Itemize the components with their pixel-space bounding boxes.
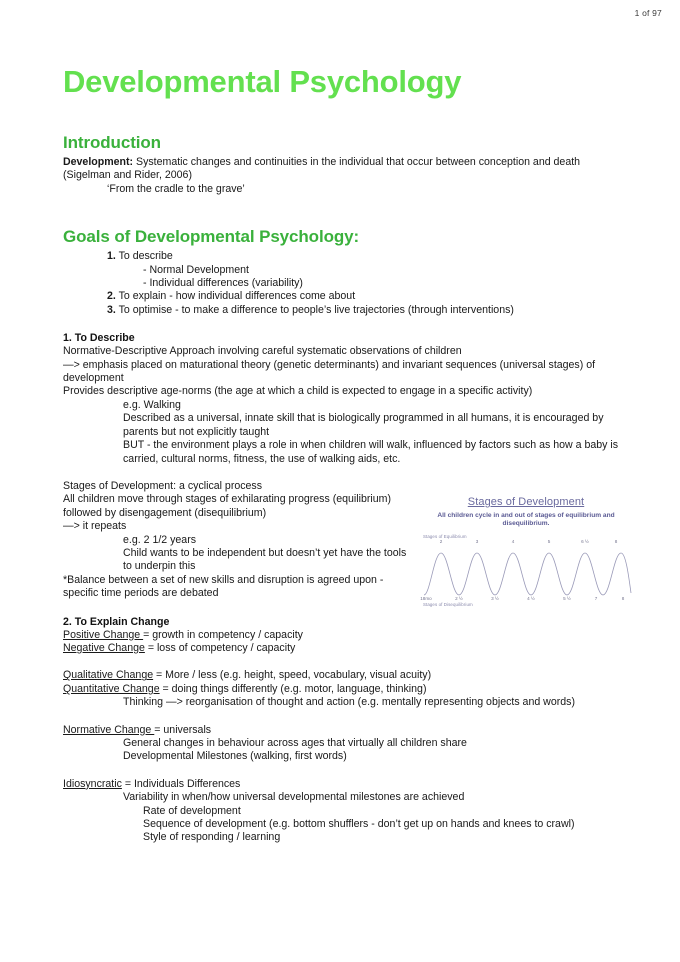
peak-tick-2: 3 [475, 538, 479, 544]
subsection-heading-to-describe: 1. To Describe [63, 332, 135, 345]
spacer [63, 466, 623, 480]
normative-change-line [63, 724, 623, 737]
idiosyncratic-def: = Individuals Differences [121, 777, 241, 790]
goal-number-3: 3. [107, 303, 116, 316]
development-definition [63, 156, 623, 183]
qualitative-change-def: = More / less (e.g. height, speed, vocabulary, visual acuity) [153, 669, 432, 682]
idiosyncratic-bullet-1: Variability in when/how universal developmental milestones are achieved [123, 791, 465, 804]
section-heading-goals: Goals of Developmental Psychology: [63, 227, 360, 247]
stages-example-body: Child wants to be independent but doesn’t yet have the tools to underpin this [123, 546, 407, 573]
figure-axis-label-top: Stages of Equilibrium [423, 533, 467, 539]
positive-change-term: Positive Change [63, 628, 144, 641]
positive-change-line [63, 629, 623, 642]
qualitative-change-line [63, 669, 623, 682]
wave-chart-svg [420, 539, 632, 601]
negative-change-term: Negative Change [63, 641, 145, 654]
describe-example-body-2: BUT - the environment plays a role in when children will walk, influenced by factors such as how a baby is carried, cultural norms, fitness, the use of walking aids, etc. [123, 439, 619, 465]
idiosyncratic-line [63, 778, 623, 791]
describe-example-body-1: Described as a universal, innate skill that is biologically programmed in all humans, it is encouraged by parents but not explicitly taught [123, 412, 604, 438]
stages-text-column [63, 480, 418, 601]
section-heading-introduction: Introduction [63, 133, 161, 152]
normative-bullet-2: Developmental Milestones (walking, first words) [123, 750, 347, 763]
positive-change-def: = growth in competency / capacity [143, 628, 303, 641]
stages-of-development-figure [420, 495, 632, 630]
quantitative-change-term: Quantitative Change [63, 682, 160, 695]
stages-line-3: —> it repeats [63, 520, 127, 533]
normative-change-term: Normative Change [63, 723, 155, 736]
trough-tick-6: 7 [594, 595, 598, 601]
goal-text-3: To optimise - to make a difference to people’s live trajectories (through interventions) [115, 303, 514, 316]
stages-example-label: e.g. 2 1/2 years [123, 533, 197, 546]
qualitative-change-term: Qualitative Change [63, 669, 154, 682]
spacer [63, 655, 623, 669]
figure-axis-label-bottom: Stages of Disequilibrium [423, 601, 473, 607]
goal-item-1b: - Individual differences (variability) [143, 277, 303, 290]
goal-text-1: To describe [115, 250, 173, 263]
quantitative-change-def: = doing things differently (e.g. motor, language, thinking) [159, 682, 427, 695]
figure-plot-area [420, 539, 632, 601]
figure-subtitle: All children cycle in and out of stages of equilibrium and disequilibrium. [437, 512, 615, 528]
idiosyncratic-bullet-4: Style of responding / learning [143, 831, 281, 844]
trough-tick-3: 3 ½ [491, 595, 499, 601]
page-title: Developmental Psychology [63, 64, 462, 99]
goal-number-2: 2. [107, 290, 116, 303]
subsection-heading-to-explain-change: 2. To Explain Change [63, 615, 170, 628]
trough-tick-2: 2 ½ [455, 595, 463, 601]
trough-tick-5: 5 ½ [563, 595, 571, 601]
spacer [63, 710, 623, 724]
describe-paragraph-1: Normative-Descriptive Approach involving careful systematic observations of children [63, 345, 462, 358]
negative-change-line [63, 642, 623, 655]
idiosyncratic-bullet-2: Rate of development [143, 804, 241, 817]
figure-title: Stages of Development [467, 496, 585, 508]
normative-change-def: = universals [154, 723, 212, 736]
peak-tick-3: 4 [511, 538, 515, 544]
spacer [63, 317, 623, 331]
describe-example-label: e.g. Walking [123, 398, 181, 411]
normative-bullet-1: General changes in behaviour across ages that virtually all children share [123, 737, 467, 749]
trough-tick-1: 18mo [420, 595, 432, 601]
stages-line-2: All children move through stages of exhilarating progress (equilibrium) followed by disengagement (disequilibrium) [63, 493, 391, 519]
describe-paragraph-2: —> emphasis placed on maturational theory (genetic determinants) and invariant sequences (universal stages) of development [63, 358, 596, 385]
goal-text-2: To explain - how individual differences come about [115, 290, 356, 303]
peak-tick-4: 5 [547, 538, 551, 544]
definition-label: Development: [63, 156, 134, 168]
negative-change-def: = loss of competency / capacity [144, 641, 296, 654]
peak-tick-5: 6 ½ [581, 538, 589, 544]
peak-tick-1: 2 [439, 538, 443, 544]
trough-tick-7: 8 [621, 595, 625, 601]
idiosyncratic-bullet-3: Sequence of development (e.g. bottom shufflers - don’t get up on hands and knees to crawl) [143, 818, 575, 831]
document-content [63, 62, 623, 845]
goal-item-1 [63, 250, 623, 263]
idiosyncratic-term: Idiosyncratic [63, 777, 122, 790]
trough-tick-4: 4 ½ [527, 595, 535, 601]
thinking-line: Thinking —> reorganisation of thought and action (e.g. mentally representing objects and words) [123, 696, 575, 709]
peak-tick-6: 8 [614, 538, 618, 544]
stages-note: *Balance between a set of new skills and disruption is agreed upon - specific time periods are debated [63, 573, 384, 600]
goal-item-3 [63, 304, 623, 317]
stages-line-1: Stages of Development: a cyclical process [63, 479, 263, 492]
quantitative-change-line [63, 683, 623, 696]
goal-number-1: 1. [107, 250, 116, 263]
goal-item-2 [63, 290, 623, 303]
goal-item-1a: - Normal Development [143, 263, 249, 276]
cradle-quote: ‘From the cradle to the grave’ [107, 182, 245, 195]
definition-text: Systematic changes and continuities in the individual that occur between conception and death (Sigelman and Rider, 2006) [63, 156, 581, 182]
page-counter: 1 of 97 [634, 8, 662, 18]
describe-paragraph-3: Provides descriptive age-norms (the age at which a child is expected to engage in a specific activity) [63, 385, 533, 398]
spacer [63, 764, 623, 778]
